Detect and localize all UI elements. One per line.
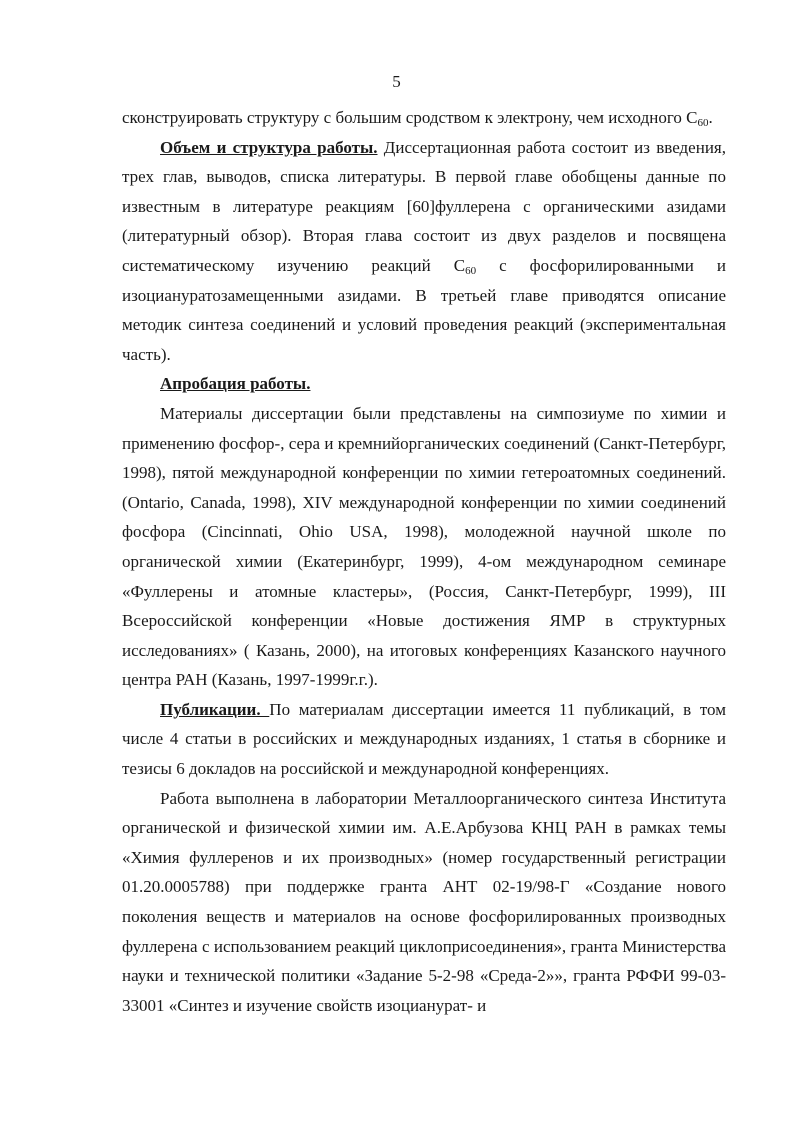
subscript-60: 60 — [697, 117, 709, 129]
paragraph-tail: . — [708, 108, 713, 127]
paragraph-publications — [122, 695, 726, 784]
section-heading-structure: Объем и структура работы. — [160, 137, 378, 157]
section-heading-publications: Публикации. — [160, 699, 270, 719]
paragraph-text: сконструировать структуру с большим сродством к электрону, чем исходного C — [122, 108, 698, 127]
paragraph-text: По материалам диссертации имеется 11 публикаций, в том числе 4 статьи в российских и международных изданиях, 1 статья в сборнике и тезисы 6 докладов на российской и международной конференциях. — [122, 699, 726, 779]
page-number: 5 — [392, 72, 401, 91]
paragraph-approbation: Материалы диссертации были представлены на симпозиуме по химии и применению фосфор-, сера и кремнийорганических соединений (Санкт-Петербург, 1998), пятой международной конференции по химии гетероатомных соединений. (Ontario, Canada, 1998), XIV международной конференции по химии соединений фосфора (Cincinnati, Ohio USA, 1998), молодежной научной школе по органической химии (Екатеринбург, 1999), 4-ом международном семинаре «Фуллерены и атомные кластеры», (Россия, Санкт-Петербург, 1999), III Всероссийской конференции «Новые достижения ЯМР в структурных исследованиях» ( Казань, 2000), на итоговых конференциях Казанского научного центра РАН (Казань, 1997-1999г.г.). — [122, 403, 726, 690]
paragraph-structure — [122, 133, 726, 370]
subscript-60: 60 — [465, 264, 477, 277]
paragraph-text: Диссертационная работа состоит из введения, трех глав, выводов, списка литературы. В первой главе обобщены данные по известным в литературе реакциям [60]фуллерена с органическими азидами (литературный обзор). Вторая глава состоит из двух разделов и посвящена систематическому изучению реакций C — [122, 137, 726, 275]
paragraph-intro-continuation — [122, 103, 726, 133]
paragraph-affiliation: Работа выполнена в лаборатории Металлоорганического синтеза Института органической и физической химии им. А.Е.Арбузова КНЦ РАН в рамках темы «Химия фуллеренов и их производных» (номер государственный регистрации 01.20.0005788) при поддержке гранта АНТ 02-19/98-Г «Создание нового поколения веществ и материалов на основе фосфорилированных производных фуллерена с использованием реакций циклоприсоединения», гранта Министерства науки и технической политики «Задание 5-2-98 «Среда-2»», гранта РФФИ 99-03-33001 «Синтез и изучение свойств изоцианурат- и — [122, 788, 726, 1015]
section-heading-approbation: Апробация работы. — [160, 374, 311, 394]
paragraph-text: с фосфорилированными и изоциануратозамещенными азидами. В третьей главе приводятся описание методик синтеза соединений и условий проведения реакций (экспериментальная часть). — [122, 255, 726, 364]
